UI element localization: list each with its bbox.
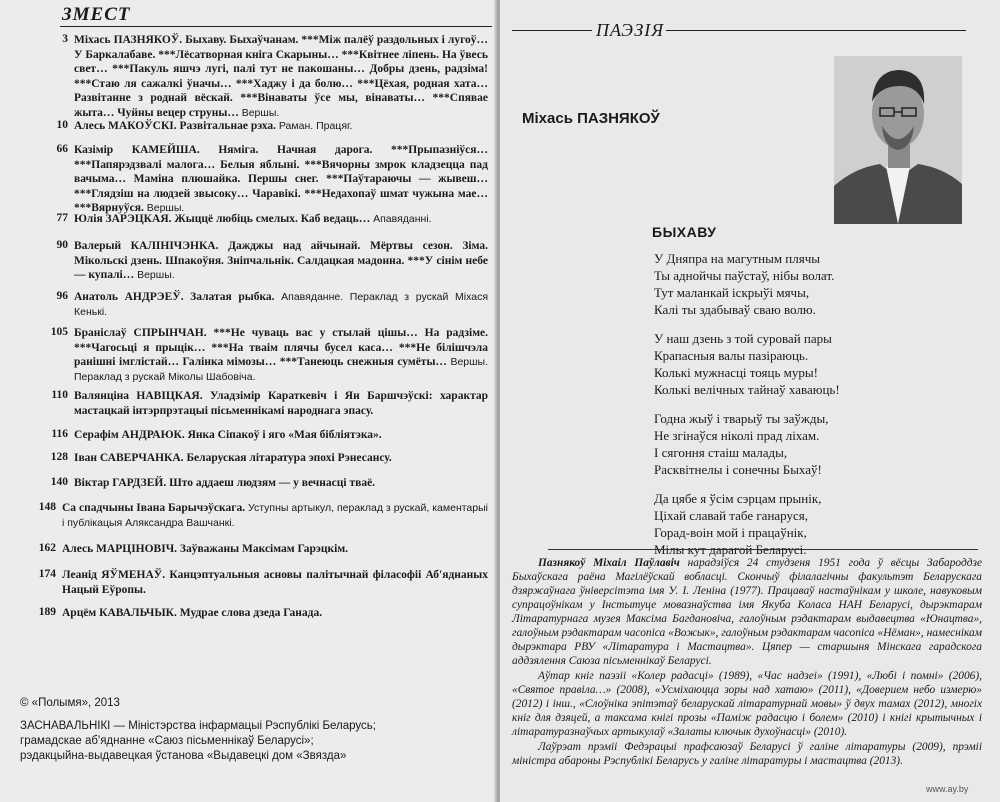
toc-works: Канцэптуальныя асновы палітычнай філасофіі Аб'яднаных Нацый Еўропы. — [62, 569, 488, 596]
poem-line: У наш дзень з той суровай пары — [654, 331, 832, 346]
toc-author: Арцём КАВАЛЬЧЫК. — [62, 607, 177, 619]
bio-rule — [548, 549, 978, 550]
toc-author: Браніслаў СПРЫНЧАН. — [74, 327, 207, 339]
author-photo — [834, 56, 962, 224]
toc-author: Леанід ЯЎМЕНАЎ. — [62, 569, 166, 581]
toc-works: Беларуская літаратура эпохі Рэнесансу. — [186, 452, 392, 464]
toc-works: Што аддаеш людзям — у вечнасці тваё. — [169, 477, 376, 489]
toc-author: Анатоль АНДРЭЕЎ. — [74, 291, 184, 303]
toc-page-number: 174 — [38, 568, 56, 580]
bio-paragraph: Лаўрэат прэміі Федэрацыі прафсаюзаў Беларусі ў галіне літаратуры (2009), прэміі міністра абароны Рэспублікі Беларусь у галіне літаратуры і мастацтва (2013). — [512, 741, 982, 767]
bio-paragraph: Аўтар кніг паэзіі «Колер радасці» (1989), «Час надзеі» (1991), «Любі і помні» (2006), «Святое правіла…» (2008), «Усміхаюцца зоры над хатаю» (2011), «Доверием небо измерю» (2012) і інш., «Слоўніка эпітэтаў беларускай літаратурнай мовы» ў двух тамах (2012), многіх кніг для дзяцей, а таксама кнігі прозы «Паміж радасцю і болем» (2010) і кнігі крытычных і літаратуразнаўчых артыкулаў «Залаты ключык духоўнасці» (2010). — [512, 670, 982, 738]
toc-page-number: 77 — [56, 212, 68, 224]
author-bio — [512, 556, 982, 769]
section-rule-left — [512, 30, 592, 31]
poem-line: Колькі мужнасці тояць муры! — [654, 365, 818, 380]
poem-line: Горад-воін мой і працаўнік, — [654, 525, 807, 540]
toc-author: Казімір КАМЕЙША. — [74, 144, 200, 156]
poem-line: Не згінаўся ніколі прад ліхам. — [654, 428, 820, 443]
toc-author: Серафім АНДРАЮК. — [74, 429, 185, 441]
toc-works: Жыццё любіць смелых. Каб ведаць… — [174, 213, 371, 225]
poem-line: Калі ты здабываў сваю волю. — [654, 302, 816, 317]
poem-line: Тут маланкай іскрыўі мячы, — [654, 285, 810, 300]
toc-note: Раман. Працяг. — [278, 120, 353, 132]
section-rule-right — [666, 30, 966, 31]
poem-title: БЫХАВУ — [652, 224, 717, 240]
toc-page-number: 66 — [56, 143, 68, 155]
poem-line: Да цябе я ўсім сэрцам прынік, — [654, 491, 822, 506]
poem-line: Крапасныя валы пазіраюць. — [654, 348, 809, 363]
toc-page-number: 189 — [38, 606, 56, 618]
bio-author-name: Пазнякоў Міхаіл Паўлавіч — [538, 557, 680, 569]
toc-note: Апавяданні. — [373, 213, 432, 225]
poem-line: Годна жыў і тварыў ты заўжды, — [654, 411, 829, 426]
left-page — [0, 0, 496, 802]
toc-page-number: 96 — [56, 290, 68, 302]
toc-works: Янка Сіпакоў і яго «Мая бібліятэка». — [187, 429, 382, 441]
poem-line: У Дняпра на магутным плячы — [654, 251, 820, 266]
toc-page-number: 10 — [56, 119, 68, 131]
contents-rule — [60, 26, 492, 27]
toc-page-number: 90 — [56, 239, 68, 251]
toc-page-number: 116 — [51, 428, 68, 440]
toc-author: Юлія ЗАРЭЦКАЯ. — [74, 213, 172, 225]
founders-line: грамадскае аб'яднанне «Саюз пісьменнікаў Беларусі»; — [20, 735, 314, 747]
toc-author: Алесь МАКОЎСКІ. — [74, 120, 177, 132]
watermark: www.ay.by — [926, 784, 969, 794]
toc-works: Мудрае слова дзеда Ганада. — [179, 607, 323, 619]
poem-stanza — [654, 250, 894, 318]
toc-note: Вершы. Пераклад з рускай Міколы Шабовіча. — [74, 356, 489, 383]
toc-author: Віктар ГАРДЗЕЙ. — [74, 477, 167, 489]
poem-line: Расквітнелы і сонечны Быхаў! — [654, 462, 822, 477]
toc-note: Уступны артыкул, пераклад з рускай, каментарыі і публікацыя Аляксандра Вашчанкі. — [62, 502, 488, 529]
poem-stanza — [654, 330, 894, 398]
bio-text: нарадзіўся 24 студзеня 1951 года ў вёсцы Забароддзе Быхаўскага раёна Магілёўскай вобласці. Скончыў філалагічны факультэт Беларускага дзяржаўнага ўніверсітэта імя У. І. Леніна (1977). Працаваў настаўнікам у школе, навуковым супрацоўнікам у Інстытуце мовазнаўства імя Якуба Коласа НАН Беларусі, дырэктарам Літаратурнага музея Максіма Багдановіча, галоўным рэдактарам выдавецтва «Юнацтва», галоўным рэдактарам часопіса «Вожык», галоўным рэдактарам часопіса «Нёман», намеснікам дырэктара РВУ «Літаратура і Мастацтва». Цяпер — старшыня Мінскага гарадскога аддзялення Саюза пісьменнікаў Беларусі. — [512, 557, 983, 667]
bio-paragraph — [512, 556, 982, 668]
toc-works: Быхаву. Быхаўчанам. ***Між палёў раздольных і лугоў… У Баркалабаве. ***Лёсатворная кніга Скарыны… ***Квітнее ліпень. На ўвесь свет… ***Пакуль яшчэ лугі, палі тут не пакошаны… Добры дзень, радзіма! ***Стаю ля сажалкі ўначы… ***Хаджу і да болю… ***Цёхая, родная хата… Развітанне з роднай вёскай. ***Вінаваты ўсе мы, вінаваты… ***Спявае жыта… Чуйны вецер струны… — [74, 34, 489, 119]
toc-note: Вершы. — [241, 106, 280, 119]
toc-page-number: 162 — [38, 542, 56, 554]
contents-title: ЗМЕСТ — [62, 4, 131, 25]
toc-author: Са спадчыны Івана Барычэўскага. — [62, 502, 246, 514]
toc-author: Валянціна НАВІЦКАЯ. — [74, 390, 203, 402]
toc-note: Вершы. — [137, 269, 175, 282]
toc-works: ***Не чуваць вас у стылай цішы… На радзіме. ***Чагосьці я прыцік… ***На тваім плячы бусел каса… ***Не білішчэла ранішні імглістай… Галінка мімозы… ***Танеюць снежныя сумёты… — [74, 327, 489, 369]
toc-author: Валерый КАЛІНІЧЭНКА. — [74, 240, 219, 252]
imprint — [20, 696, 490, 764]
toc-works: Заўважаны Максімам Гарэцкім. — [179, 543, 349, 555]
poem-line: Ціхай славай табе ганаруся, — [654, 508, 809, 523]
toc-works: Няміга. Начная дарога. ***Прыпазніўся… ***Папярэдзвалі малога… Белыя яблыні. ***Вячорны змрок кладзецца пад вачыма… Маміна плюшайка. Першы снег. ***Паўтараючы — жывеш… ***Глядзіш на людзей звысоку… Чаравікі. ***Недахопаў шмат чужына мае… ***Вярнуўся. — [74, 144, 488, 215]
toc-page-number: 148 — [38, 501, 56, 513]
poem-stanza — [654, 410, 894, 478]
toc-page-number: 128 — [50, 451, 68, 463]
section-title: ПАЭЗІЯ — [596, 20, 665, 40]
toc-page-number: 3 — [62, 33, 68, 45]
poem-line: Колькі велічных тайнаў хаваюць! — [654, 382, 840, 397]
toc-works: Развітальнае рэха. — [179, 120, 277, 132]
copyright: © «Полымя», 2013 — [20, 697, 120, 709]
toc-author: Іван САВЕРЧАНКА. — [74, 452, 184, 464]
toc-note: Апавяданне. Пераклад з рускай Міхася Кенькі. — [74, 291, 488, 318]
author-portrait-image — [834, 56, 962, 224]
poem-line: І сягоння стаіш малады, — [654, 445, 788, 460]
toc-page-number: 110 — [51, 389, 68, 401]
toc-works: Дажджы над айчынай. Мёртвы сезон. Зіма. Мікольскі дзень. Шпакоўня. Зніпчальнік. Салдацкая мадонна. ***У сінім небе — купалі… — [74, 240, 489, 282]
poem-line: Мілы кут дарагой Беларусі. — [654, 542, 807, 557]
author-name: Міхась ПАЗНЯКОЎ — [522, 110, 660, 127]
toc-note: Вершы. — [146, 202, 185, 215]
toc-author: Міхась ПАЗНЯКОЎ. — [74, 34, 183, 46]
poem — [654, 250, 894, 570]
toc-author: Алесь МАРЦІНОВІЧ. — [62, 543, 178, 555]
toc-page-number: 140 — [50, 476, 68, 488]
founders-line: ЗАСНАВАЛЬНІКІ — Міністэрства інфармацыі Рэспублікі Беларусь; — [20, 720, 376, 732]
poem-line: Ты аднойчы паўстаў, нібы волат. — [654, 268, 835, 283]
founders-line: рэдакцыйна-выдавецкая ўстанова «Выдавецкі дом «Звязда» — [20, 750, 347, 762]
toc-page-number: 105 — [50, 326, 68, 338]
toc-works: Уладзімір Караткевіч і Ян Баршчэўскі: характар мастацкай інтэрпрэтацыі пісьменнікамі народнага эпасу. — [74, 390, 489, 417]
toc-works: Залатая рыбка. — [190, 291, 275, 303]
poem-stanza — [654, 490, 894, 558]
